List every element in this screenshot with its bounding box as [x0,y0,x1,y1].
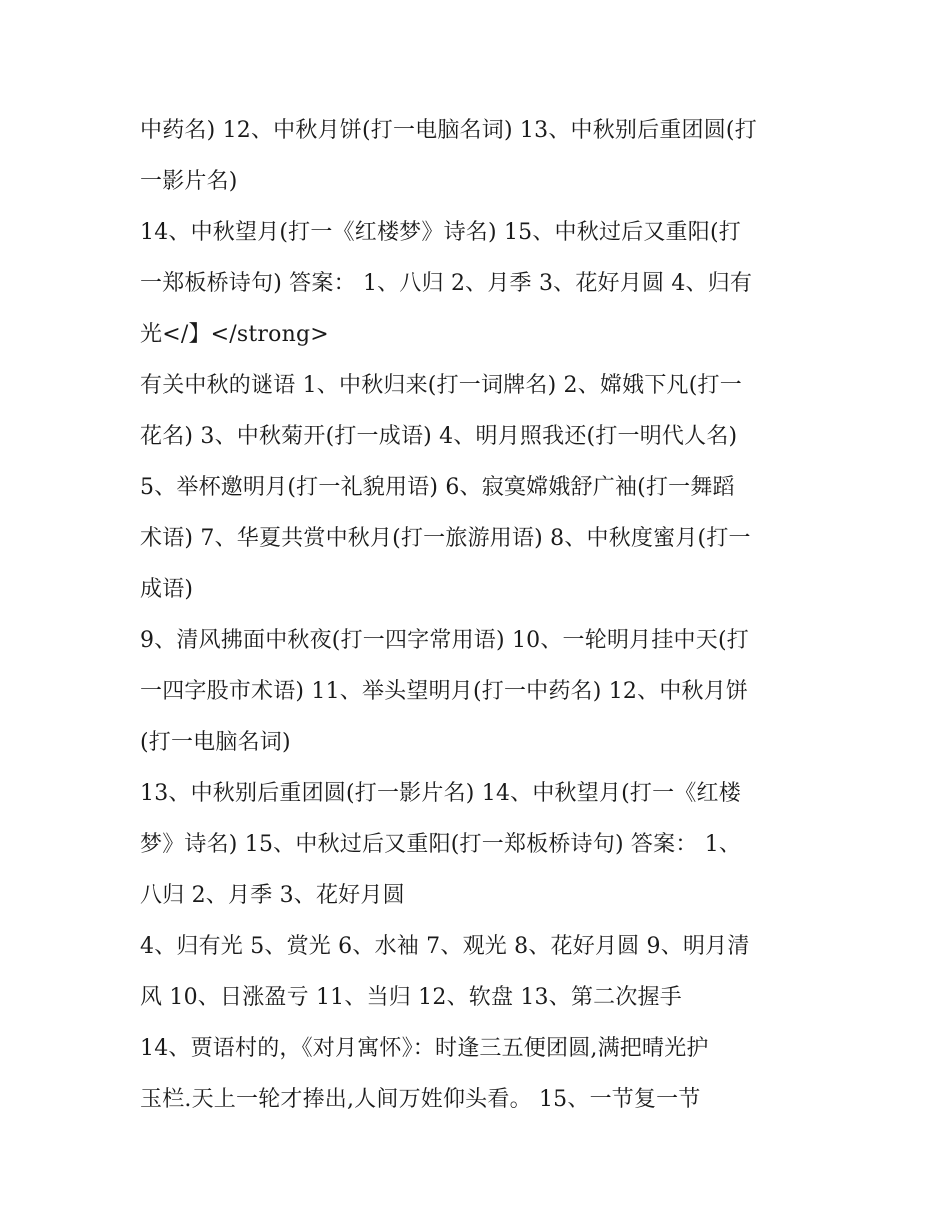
document-body [140,105,820,1125]
text-line: 八归 2、月季 3、花好月圆 [140,883,405,908]
text-line: 一郑板桥诗句) 答案： 1、八归 2、月季 3、花好月圆 4、归有 [140,271,753,296]
text-line: 一影片名) [140,169,238,194]
text-line: 成语) [140,577,194,602]
text-line: 有关中秋的谜语 1、中秋归来(打一词牌名) 2、嫦娥下凡(打一 [140,373,742,398]
text-line: 中药名) 12、中秋月饼(打一电脑名词) 13、中秋别后重团圆(打 [140,118,757,143]
text-line: 14、中秋望月(打一《红楼梦》诗名) 15、中秋过后又重阳(打 [140,220,741,245]
text-line: 光</】</strong> [140,322,329,347]
text-line: 梦》诗名) 15、中秋过后又重阳(打一郑板桥诗句) 答案： 1、 [140,832,742,857]
text-line: 13、中秋别后重团圆(打一影片名) 14、中秋望月(打一《红楼 [140,781,741,806]
text-line: (打一电脑名词) [140,730,291,755]
text-line: 风 10、日涨盈亏 11、当归 12、软盘 13、第二次握手 [140,985,682,1010]
text-line: 14、贾语村的，《对月寓怀》：时逢三五便团圆,满把晴光护 [140,1036,709,1061]
text-line: 玉栏.天上一轮才捧出,人间万姓仰头看。 15、一节复一节 [140,1087,701,1112]
text-line: 9、清风拂面中秋夜(打一四字常用语) 10、一轮明月挂中天(打 [140,628,749,653]
text-line: 4、归有光 5、赏光 6、水袖 7、观光 8、花好月圆 9、明月清 [140,934,750,959]
text-line: 花名) 3、中秋菊开(打一成语) 4、明月照我还(打一明代人名) [140,424,738,449]
text-line: 一四字股市术语) 11、举头望明月(打一中药名) 12、中秋月饼 [140,679,749,704]
text-line: 5、举杯邀明月(打一礼貌用语) 6、寂寞嫦娥舒广袖(打一舞蹈 [140,475,735,500]
text-line: 术语) 7、华夏共赏中秋月(打一旅游用语) 8、中秋度蜜月(打一 [140,526,751,551]
